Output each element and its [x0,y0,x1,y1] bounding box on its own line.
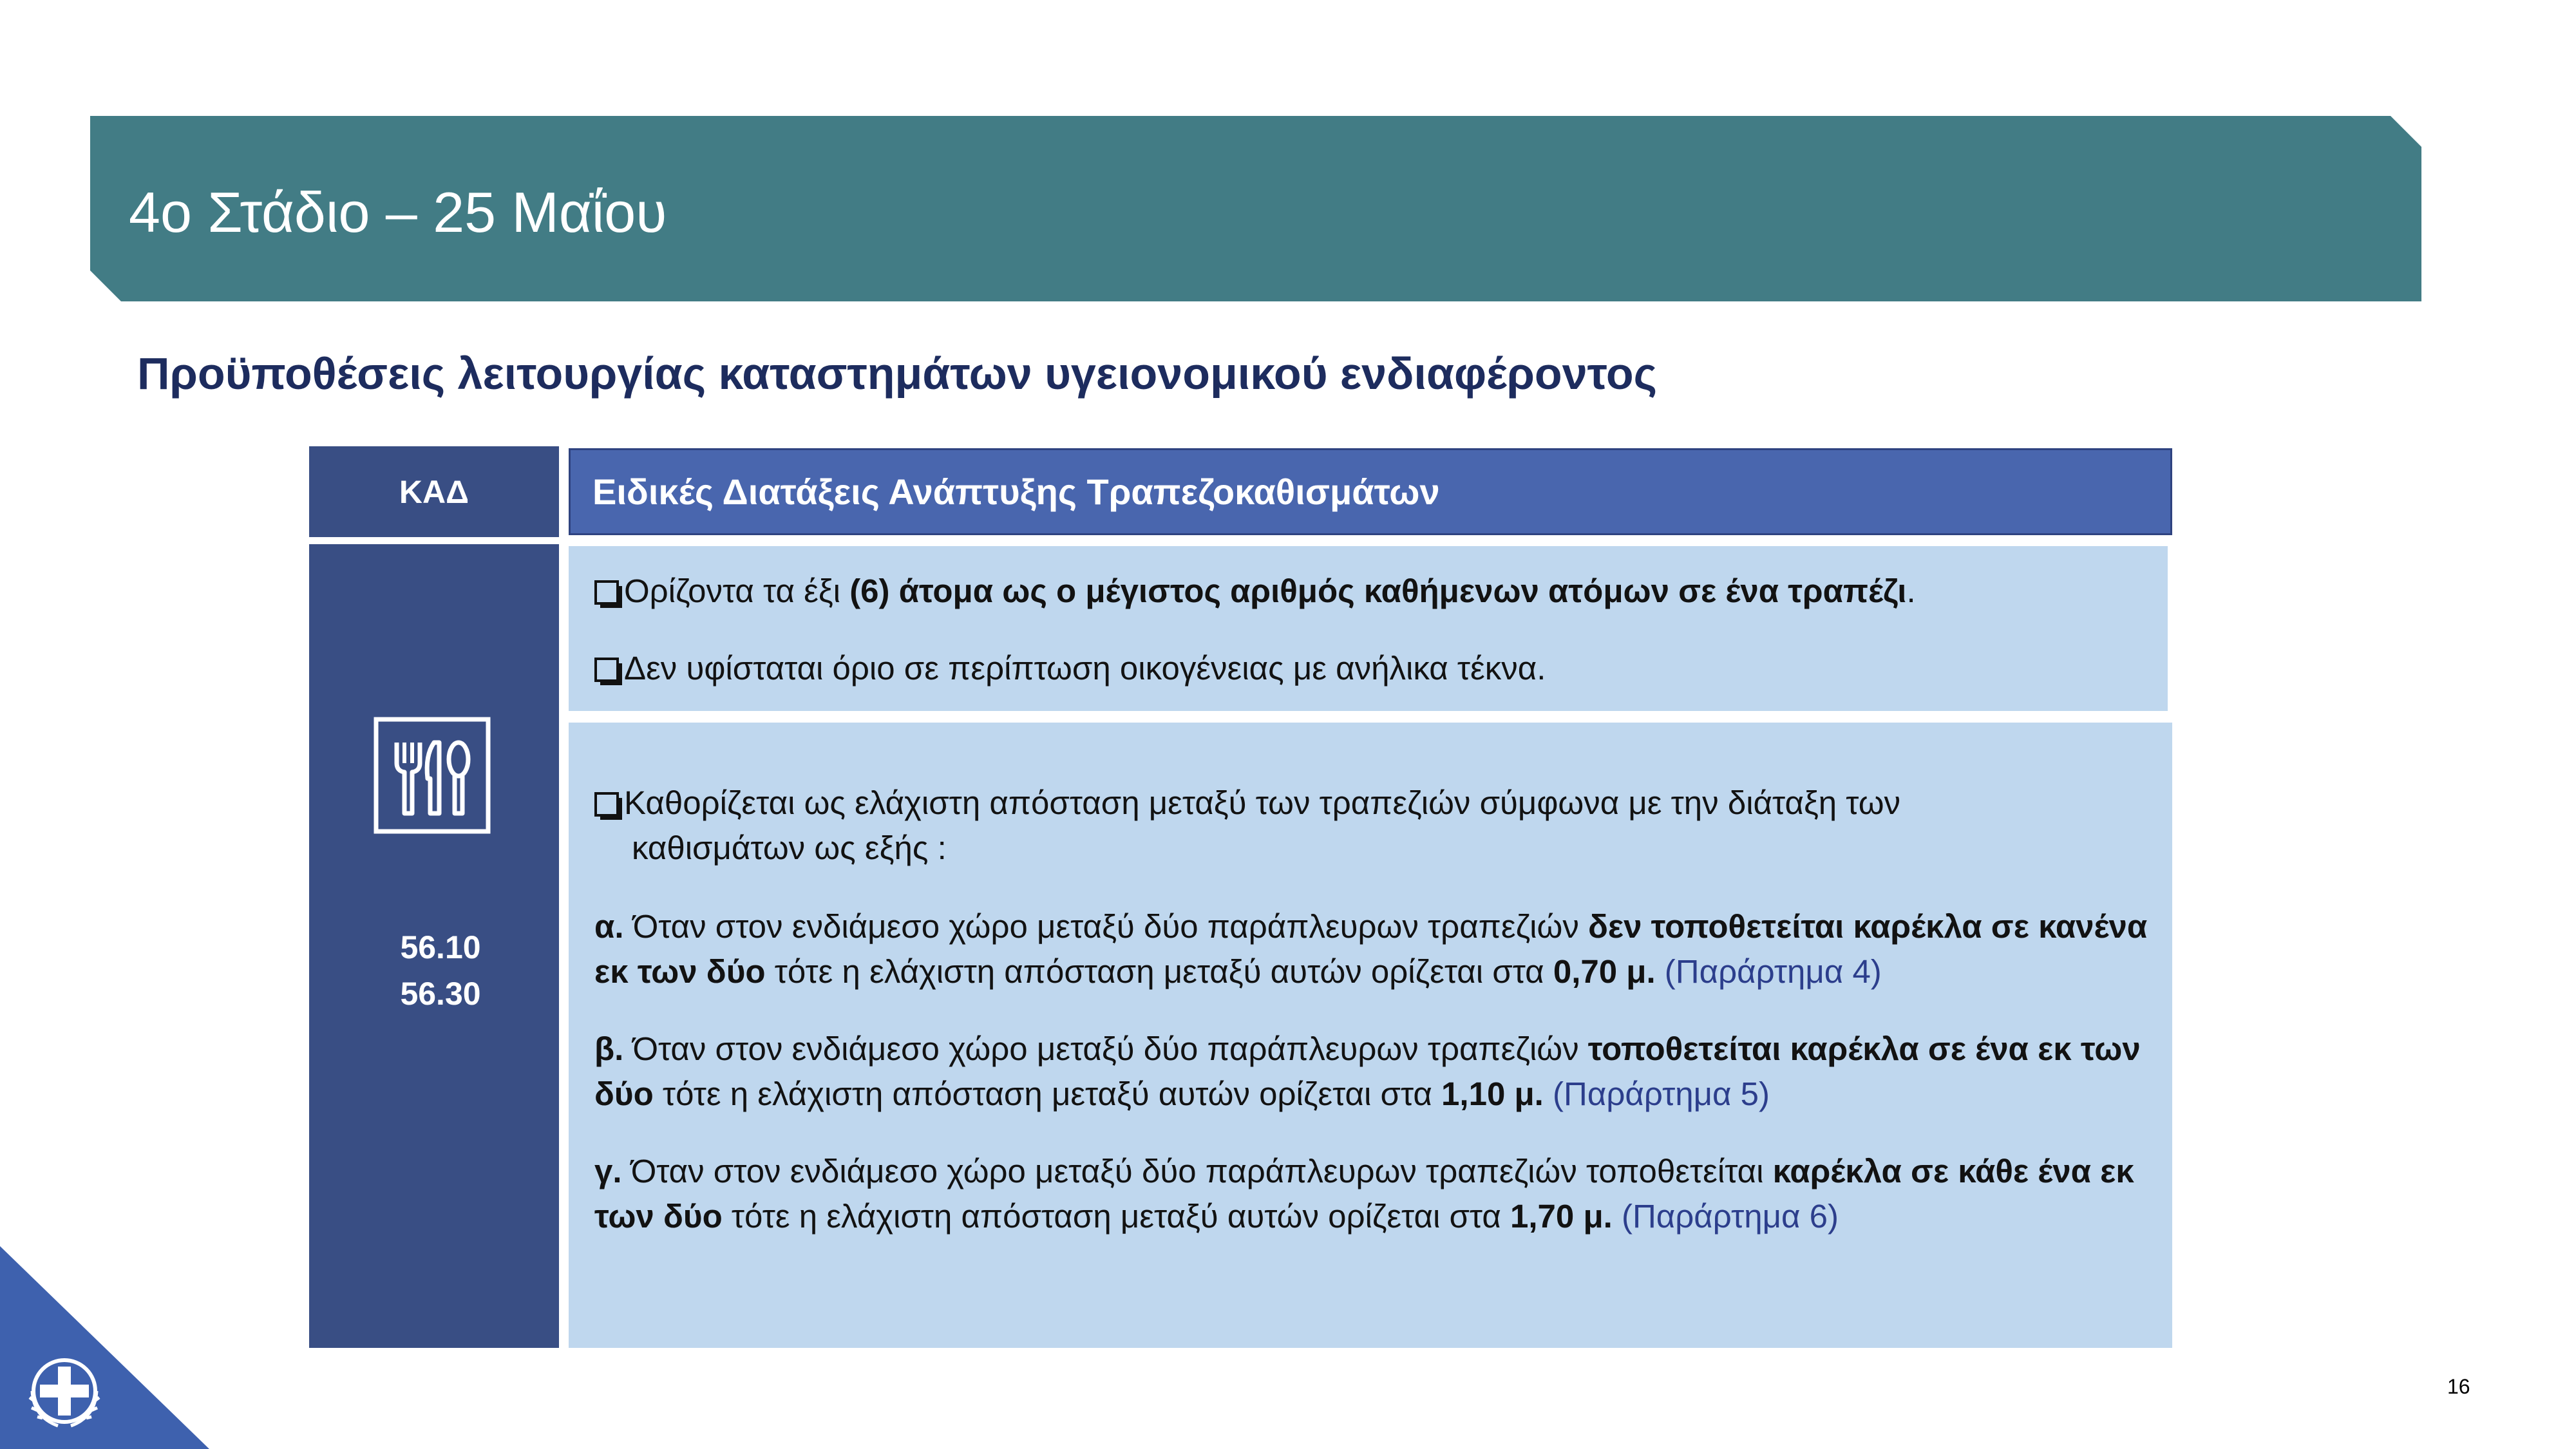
cutlery-icon [374,717,491,834]
clause-c: γ. Όταν στον ενδιάμεσο χώρο μεταξύ δύο παράπλευρων τραπεζιών τοποθετείται καρέκλα σε κάθε ένα εκ των δύο τότε η ελάχιστη απόσταση μεταξύ αυτών ορίζεται στα 1,70 μ. (Παράρτημα 6) [594,1153,2134,1235]
annex-reference: (Παράρτημα 5) [1543,1075,1770,1112]
kad-code: 56.30 [400,976,481,1012]
min-distance-bullet: Καθορίζεται ως ελάχιστη απόσταση μεταξύ των τραπεζιών σύμφωνα με την διάταξη των καθισμάτων ως εξής : [594,781,2153,871]
slide-title: 4ο Στάδιο – 25 Μαΐου [129,180,667,244]
checkbox-bullet-icon [594,792,619,817]
kad-code: 56.10 [400,929,481,965]
kad-header-cell: ΚΑΔ [309,446,559,537]
page-number: 16 [2447,1375,2470,1398]
kad-codes [309,924,559,1017]
kad-column [309,544,559,1348]
distance-rules-box [569,723,2172,1348]
annex-reference: (Παράρτημα 6) [1612,1198,1839,1235]
provisions-header-cell: Ειδικές Διατάξεις Ανάπτυξης Τραπεζοκαθισμάτων [569,448,2172,535]
checkbox-bullet-icon [594,658,619,682]
greek-government-emblem-icon [19,1346,109,1436]
checkbox-bullet-icon [594,580,619,605]
slide-subtitle: Προϋποθέσεις λειτουργίας καταστημάτων υγειονομικού ενδιαφέροντος [137,348,1658,399]
seating-limit-box [569,546,2168,711]
clause-a: α. Όταν στον ενδιάμεσο χώρο μεταξύ δύο παράπλευρων τραπεζιών δεν τοποθετείται καρέκλα σε κανένα εκ των δύο τότε η ελάχιστη απόσταση μεταξύ αυτών ορίζεται στα 0,70 μ. (Παράρτημα 4) [594,908,2148,990]
annex-reference: (Παράρτημα 4) [1655,953,1882,990]
family-exception-bullet: Δεν υφίσταται όριο σε περίπτωση οικογένειας με ανήλικα τέκνα. [594,646,1546,691]
clause-b: β. Όταν στον ενδιάμεσο χώρο μεταξύ δύο παράπλευρων τραπεζιών τοποθετείται καρέκλα σε ένα εκ των δύο τότε η ελάχιστη απόσταση μεταξύ αυτών ορίζεται στα 1,10 μ. (Παράρτημα 5) [594,1030,2141,1112]
max-persons-bullet: Ορίζοντα τα έξι (6) άτομα ως ο μέγιστος αριθμός καθήμενων ατόμων σε ένα τραπέζι. [594,569,1916,614]
